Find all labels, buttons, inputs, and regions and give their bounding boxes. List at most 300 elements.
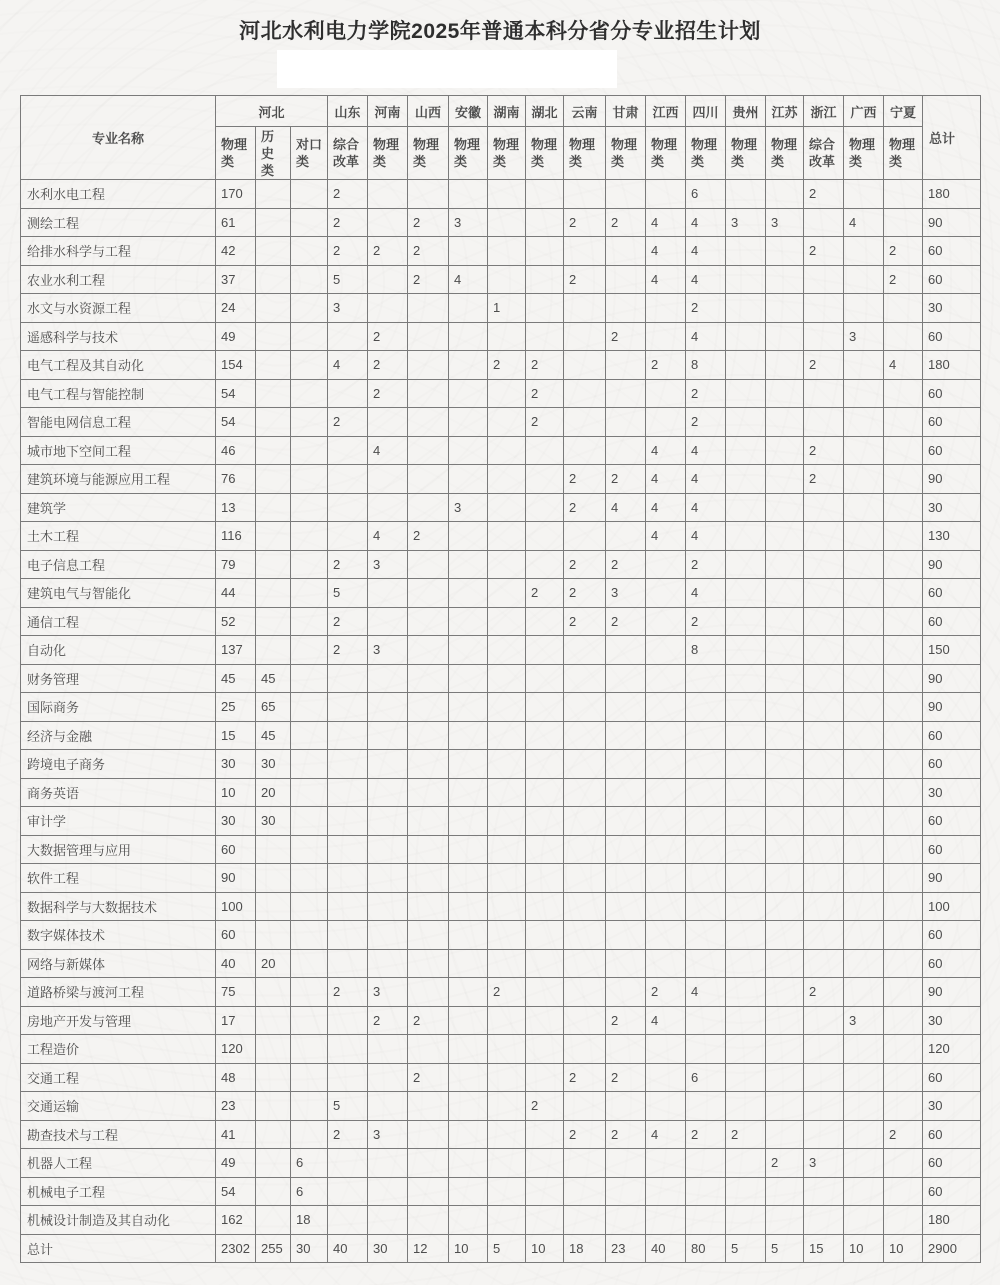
value-cell	[884, 921, 923, 950]
totals-row	[21, 1234, 981, 1263]
value-cell: 23	[216, 1092, 256, 1121]
value-cell	[328, 379, 368, 408]
row-total-cell: 120	[923, 1035, 981, 1064]
value-cell	[488, 807, 526, 836]
value-cell	[884, 664, 923, 693]
value-cell	[726, 607, 766, 636]
value-cell	[606, 1149, 646, 1178]
value-cell	[368, 465, 408, 494]
value-cell	[449, 1206, 488, 1235]
value-cell	[291, 351, 328, 380]
province-header: 江苏	[766, 96, 804, 127]
value-cell: 2	[884, 237, 923, 266]
row-total-cell: 100	[923, 892, 981, 921]
major-name-cell: 电气工程及其自动化	[21, 351, 216, 380]
value-cell	[686, 835, 726, 864]
value-cell: 2	[328, 607, 368, 636]
value-cell: 40	[328, 1234, 368, 1263]
value-cell	[564, 664, 606, 693]
value-cell	[328, 1206, 368, 1235]
value-cell	[291, 265, 328, 294]
value-cell: 2	[328, 180, 368, 209]
value-cell	[526, 807, 564, 836]
value-cell	[766, 921, 804, 950]
province-header: 河北	[216, 96, 328, 127]
value-cell	[646, 949, 686, 978]
value-cell: 2	[526, 1092, 564, 1121]
value-cell	[606, 892, 646, 921]
value-cell	[526, 550, 564, 579]
value-cell	[328, 949, 368, 978]
value-cell	[804, 664, 844, 693]
table-row	[21, 1035, 981, 1064]
value-cell: 2	[328, 208, 368, 237]
value-cell	[606, 522, 646, 551]
row-total-cell: 130	[923, 522, 981, 551]
value-cell	[449, 864, 488, 893]
value-cell: 4	[686, 978, 726, 1007]
value-cell: 2	[726, 1120, 766, 1149]
value-cell	[844, 693, 884, 722]
value-cell	[291, 949, 328, 978]
value-cell	[256, 864, 291, 893]
value-cell: 4	[686, 237, 726, 266]
major-name-cell: 土木工程	[21, 522, 216, 551]
value-cell	[408, 465, 449, 494]
category-header: 综合改革	[328, 127, 368, 180]
value-cell	[488, 237, 526, 266]
value-cell	[726, 522, 766, 551]
table-row	[21, 1177, 981, 1206]
row-total-cell: 2900	[923, 1234, 981, 1263]
value-cell	[564, 322, 606, 351]
value-cell: 3	[844, 322, 884, 351]
value-cell	[726, 778, 766, 807]
value-cell: 2	[564, 493, 606, 522]
value-cell	[606, 1177, 646, 1206]
value-cell: 2	[564, 208, 606, 237]
value-cell	[606, 664, 646, 693]
value-cell	[844, 408, 884, 437]
value-cell: 18	[564, 1234, 606, 1263]
major-name-cell: 国际商务	[21, 693, 216, 722]
value-cell	[256, 1006, 291, 1035]
value-cell	[449, 322, 488, 351]
value-cell: 170	[216, 180, 256, 209]
value-cell	[291, 807, 328, 836]
value-cell	[328, 807, 368, 836]
value-cell: 15	[804, 1234, 844, 1263]
value-cell	[449, 778, 488, 807]
category-header: 物理类	[526, 127, 564, 180]
value-cell	[844, 1120, 884, 1149]
value-cell	[804, 949, 844, 978]
value-cell: 75	[216, 978, 256, 1007]
value-cell	[766, 807, 804, 836]
value-cell: 60	[216, 835, 256, 864]
value-cell	[884, 550, 923, 579]
value-cell	[291, 607, 328, 636]
value-cell: 52	[216, 607, 256, 636]
value-cell: 20	[256, 778, 291, 807]
province-header: 江西	[646, 96, 686, 127]
value-cell: 4	[686, 522, 726, 551]
value-cell	[726, 322, 766, 351]
value-cell	[328, 921, 368, 950]
value-cell	[368, 949, 408, 978]
value-cell	[368, 835, 408, 864]
value-cell	[408, 579, 449, 608]
table-row	[21, 208, 981, 237]
value-cell	[256, 1120, 291, 1149]
value-cell	[726, 237, 766, 266]
value-cell	[368, 1177, 408, 1206]
major-name-cell: 工程造价	[21, 1035, 216, 1064]
value-cell	[766, 1177, 804, 1206]
category-header: 物理类	[216, 127, 256, 180]
value-cell: 3	[606, 579, 646, 608]
value-cell	[564, 892, 606, 921]
row-total-cell: 30	[923, 1006, 981, 1035]
value-cell	[449, 807, 488, 836]
value-cell	[291, 664, 328, 693]
value-cell: 2	[564, 1120, 606, 1149]
value-cell	[449, 550, 488, 579]
value-cell	[488, 1206, 526, 1235]
value-cell: 2	[328, 636, 368, 665]
value-cell	[804, 1177, 844, 1206]
value-cell	[884, 892, 923, 921]
value-cell	[256, 636, 291, 665]
major-name-cell: 建筑学	[21, 493, 216, 522]
value-cell: 90	[216, 864, 256, 893]
value-cell: 4	[606, 493, 646, 522]
value-cell	[844, 664, 884, 693]
row-total-cell: 60	[923, 921, 981, 950]
value-cell	[408, 807, 449, 836]
major-name-cell: 网络与新媒体	[21, 949, 216, 978]
value-cell	[328, 1177, 368, 1206]
value-cell	[606, 1092, 646, 1121]
value-cell: 4	[686, 579, 726, 608]
value-cell	[488, 322, 526, 351]
value-cell	[526, 778, 564, 807]
value-cell	[606, 949, 646, 978]
value-cell	[726, 892, 766, 921]
corner-header: 专业名称	[21, 96, 216, 180]
value-cell	[844, 607, 884, 636]
value-cell	[408, 636, 449, 665]
value-cell	[844, 493, 884, 522]
table-row	[21, 778, 981, 807]
row-total-cell: 60	[923, 1149, 981, 1178]
value-cell	[686, 778, 726, 807]
table-row	[21, 1006, 981, 1035]
value-cell	[606, 180, 646, 209]
value-cell	[564, 1206, 606, 1235]
value-cell: 1	[488, 294, 526, 323]
value-cell	[844, 721, 884, 750]
value-cell: 5	[488, 1234, 526, 1263]
value-cell	[291, 465, 328, 494]
value-cell: 2	[884, 1120, 923, 1149]
value-cell: 2	[606, 550, 646, 579]
major-name-cell: 通信工程	[21, 607, 216, 636]
value-cell	[726, 864, 766, 893]
value-cell	[256, 550, 291, 579]
value-cell: 2	[606, 322, 646, 351]
value-cell	[804, 550, 844, 579]
row-total-cell: 60	[923, 949, 981, 978]
value-cell	[291, 180, 328, 209]
value-cell	[328, 892, 368, 921]
value-cell	[291, 1063, 328, 1092]
value-cell	[449, 835, 488, 864]
value-cell: 3	[449, 493, 488, 522]
row-total-cell: 90	[923, 864, 981, 893]
value-cell: 13	[216, 493, 256, 522]
value-cell	[646, 778, 686, 807]
value-cell	[488, 750, 526, 779]
value-cell	[488, 1092, 526, 1121]
province-header: 河南	[368, 96, 408, 127]
value-cell: 2	[564, 265, 606, 294]
value-cell: 4	[646, 265, 686, 294]
value-cell: 12	[408, 1234, 449, 1263]
value-cell	[526, 436, 564, 465]
value-cell	[726, 550, 766, 579]
value-cell	[256, 1206, 291, 1235]
row-total-cell: 30	[923, 294, 981, 323]
value-cell	[564, 522, 606, 551]
value-cell	[884, 1177, 923, 1206]
value-cell	[449, 750, 488, 779]
value-cell: 2	[408, 1063, 449, 1092]
value-cell	[844, 636, 884, 665]
value-cell	[726, 636, 766, 665]
category-header: 物理类	[564, 127, 606, 180]
value-cell	[646, 921, 686, 950]
value-cell	[291, 892, 328, 921]
value-cell	[844, 921, 884, 950]
value-cell	[844, 750, 884, 779]
value-cell	[526, 294, 564, 323]
value-cell	[526, 664, 564, 693]
total-column-header: 总计	[923, 96, 981, 180]
value-cell	[328, 1149, 368, 1178]
value-cell	[564, 351, 606, 380]
value-cell	[488, 1035, 526, 1064]
row-total-cell: 60	[923, 237, 981, 266]
value-cell	[368, 180, 408, 209]
value-cell	[646, 408, 686, 437]
value-cell	[408, 864, 449, 893]
value-cell	[488, 493, 526, 522]
value-cell	[884, 1092, 923, 1121]
value-cell	[368, 265, 408, 294]
province-header: 甘肃	[606, 96, 646, 127]
value-cell	[726, 408, 766, 437]
value-cell	[844, 294, 884, 323]
value-cell: 100	[216, 892, 256, 921]
value-cell	[449, 579, 488, 608]
value-cell: 2	[766, 1149, 804, 1178]
value-cell	[449, 1063, 488, 1092]
value-cell: 2	[804, 436, 844, 465]
value-cell	[488, 1063, 526, 1092]
value-cell	[256, 1063, 291, 1092]
major-name-cell: 电子信息工程	[21, 550, 216, 579]
value-cell	[408, 294, 449, 323]
value-cell	[368, 493, 408, 522]
value-cell	[256, 294, 291, 323]
value-cell	[884, 978, 923, 1007]
value-cell: 15	[216, 721, 256, 750]
value-cell	[449, 1092, 488, 1121]
value-cell: 23	[606, 1234, 646, 1263]
value-cell	[488, 579, 526, 608]
value-cell	[884, 693, 923, 722]
value-cell: 10	[884, 1234, 923, 1263]
value-cell	[291, 208, 328, 237]
table-row	[21, 550, 981, 579]
major-name-cell: 给排水科学与工程	[21, 237, 216, 266]
value-cell	[291, 522, 328, 551]
value-cell	[844, 1177, 884, 1206]
table-row	[21, 693, 981, 722]
value-cell: 2	[526, 579, 564, 608]
major-name-cell: 农业水利工程	[21, 265, 216, 294]
table-row	[21, 1120, 981, 1149]
value-cell	[526, 864, 564, 893]
value-cell	[256, 237, 291, 266]
value-cell	[766, 750, 804, 779]
value-cell	[844, 180, 884, 209]
value-cell	[564, 1006, 606, 1035]
major-name-cell: 软件工程	[21, 864, 216, 893]
value-cell: 40	[216, 949, 256, 978]
value-cell	[726, 493, 766, 522]
value-cell	[526, 693, 564, 722]
value-cell: 10	[216, 778, 256, 807]
value-cell	[844, 237, 884, 266]
value-cell	[884, 636, 923, 665]
value-cell	[256, 351, 291, 380]
category-header: 物理类	[766, 127, 804, 180]
value-cell	[564, 237, 606, 266]
value-cell	[646, 579, 686, 608]
value-cell	[488, 379, 526, 408]
major-name-cell: 道路桥梁与渡河工程	[21, 978, 216, 1007]
value-cell	[804, 721, 844, 750]
value-cell: 10	[449, 1234, 488, 1263]
table-row	[21, 949, 981, 978]
value-cell: 2	[408, 237, 449, 266]
value-cell	[256, 265, 291, 294]
value-cell	[408, 921, 449, 950]
value-cell	[646, 550, 686, 579]
value-cell: 30	[368, 1234, 408, 1263]
value-cell	[726, 1149, 766, 1178]
value-cell	[488, 465, 526, 494]
value-cell	[766, 436, 804, 465]
value-cell: 49	[216, 1149, 256, 1178]
province-header: 湖北	[526, 96, 564, 127]
value-cell	[766, 408, 804, 437]
value-cell	[844, 465, 884, 494]
value-cell: 4	[646, 237, 686, 266]
value-cell	[449, 636, 488, 665]
value-cell	[328, 750, 368, 779]
value-cell: 45	[256, 721, 291, 750]
value-cell	[686, 1149, 726, 1178]
value-cell	[804, 379, 844, 408]
value-cell	[606, 436, 646, 465]
value-cell	[488, 949, 526, 978]
value-cell	[291, 1035, 328, 1064]
value-cell: 2	[804, 465, 844, 494]
value-cell	[328, 465, 368, 494]
value-cell	[526, 322, 564, 351]
value-cell	[291, 294, 328, 323]
value-cell	[449, 721, 488, 750]
value-cell	[766, 864, 804, 893]
value-cell	[449, 892, 488, 921]
value-cell: 2	[606, 465, 646, 494]
value-cell: 65	[256, 693, 291, 722]
table-row	[21, 892, 981, 921]
value-cell: 2	[606, 1006, 646, 1035]
value-cell: 2	[526, 351, 564, 380]
table-row	[21, 636, 981, 665]
value-cell	[328, 693, 368, 722]
value-cell: 2	[804, 351, 844, 380]
value-cell	[564, 1177, 606, 1206]
value-cell	[844, 949, 884, 978]
value-cell	[844, 550, 884, 579]
value-cell	[408, 1035, 449, 1064]
value-cell: 3	[766, 208, 804, 237]
value-cell	[368, 807, 408, 836]
value-cell: 44	[216, 579, 256, 608]
value-cell: 2	[606, 1120, 646, 1149]
value-cell	[526, 607, 564, 636]
value-cell	[844, 1035, 884, 1064]
value-cell	[884, 522, 923, 551]
value-cell	[408, 835, 449, 864]
table-row	[21, 1063, 981, 1092]
major-name-cell: 经济与金融	[21, 721, 216, 750]
value-cell	[766, 778, 804, 807]
row-total-cell: 60	[923, 408, 981, 437]
table-body	[21, 180, 981, 1263]
value-cell	[526, 465, 564, 494]
value-cell	[726, 978, 766, 1007]
value-cell	[646, 664, 686, 693]
value-cell	[368, 693, 408, 722]
value-cell	[564, 636, 606, 665]
value-cell	[449, 180, 488, 209]
value-cell: 2	[564, 550, 606, 579]
value-cell	[766, 607, 804, 636]
value-cell	[449, 664, 488, 693]
category-header: 物理类	[449, 127, 488, 180]
value-cell: 4	[686, 493, 726, 522]
value-cell	[564, 807, 606, 836]
value-cell	[328, 1035, 368, 1064]
value-cell: 54	[216, 1177, 256, 1206]
value-cell	[488, 693, 526, 722]
